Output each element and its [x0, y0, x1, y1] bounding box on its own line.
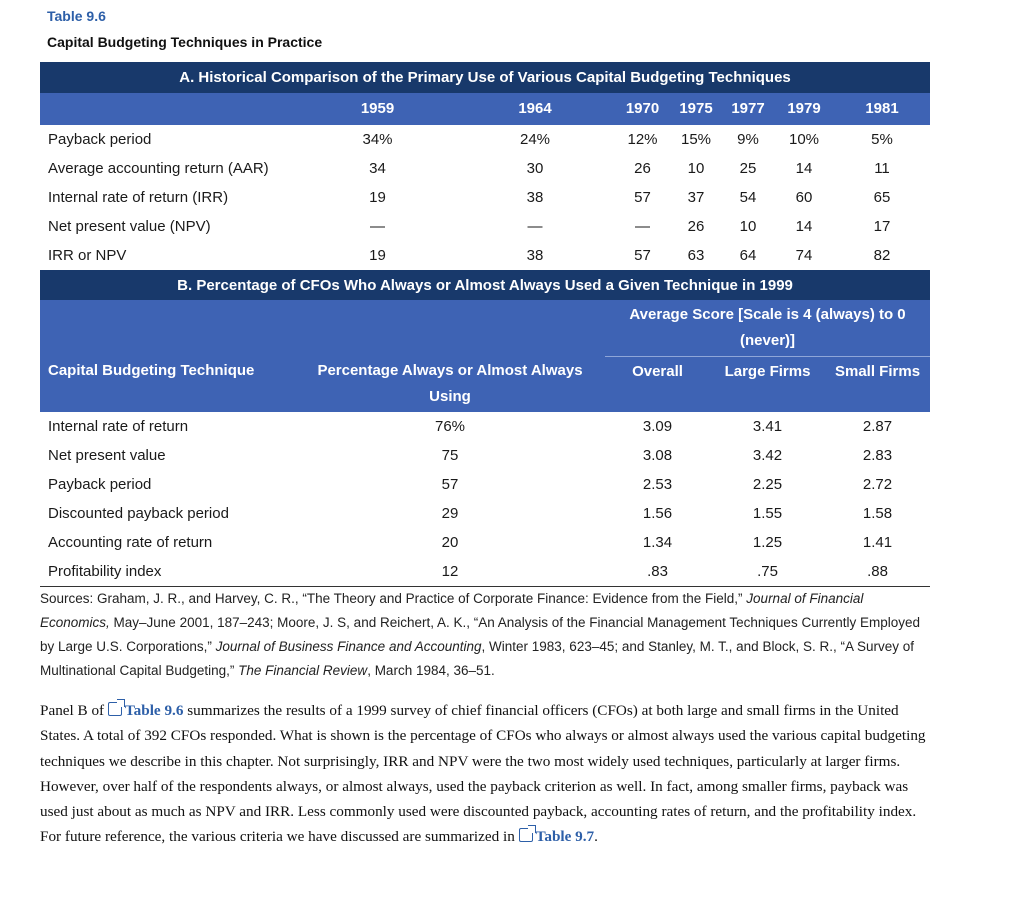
cell: 34% — [362, 130, 393, 148]
table-row — [40, 125, 930, 154]
journal-title: The Financial Review — [238, 663, 368, 678]
row-label: Average accounting return (AAR) — [48, 159, 269, 177]
cell: 9% — [737, 130, 759, 148]
row-label: Internal rate of return — [48, 418, 189, 435]
table-row — [40, 441, 930, 470]
table-9-7-link[interactable]: Table 9.7 — [535, 828, 595, 846]
col-small-firms: Small Firms — [835, 362, 921, 380]
cell: 3.08 — [642, 447, 673, 464]
cell: 17 — [873, 217, 891, 235]
cell: — — [527, 217, 543, 235]
cell: 60 — [795, 188, 813, 206]
table-row — [40, 528, 930, 557]
row-label: Accounting rate of return — [48, 534, 213, 551]
cell: 63 — [687, 246, 705, 264]
cell: 10 — [739, 217, 757, 235]
row-label: Internal rate of return (IRR) — [48, 188, 229, 206]
table-number: Table 9.6 — [47, 8, 106, 24]
table-9-6-link[interactable]: Table 9.6 — [124, 702, 184, 719]
paragraph-text: . — [594, 828, 598, 846]
cell: 29 — [441, 505, 459, 522]
cell: — — [370, 217, 385, 235]
cell: 12 — [441, 562, 459, 580]
year-header: 1970 — [625, 100, 660, 117]
year-header: 1979 — [787, 100, 821, 117]
table-row — [40, 241, 930, 270]
row-label: Net present value (NPV) — [48, 217, 211, 235]
cell: 74 — [795, 246, 813, 264]
cell: 26 — [687, 217, 705, 235]
cell: 1.25 — [752, 534, 783, 551]
cell: 1.34 — [642, 534, 673, 551]
year-header: 1977 — [731, 100, 765, 117]
row-label: Discounted payback period — [48, 505, 229, 522]
cell: 57 — [441, 476, 459, 493]
table-row — [40, 470, 930, 499]
cell: 75 — [441, 447, 459, 464]
table-row — [40, 212, 930, 241]
cell: 65 — [873, 188, 891, 206]
row-label: Payback period — [48, 130, 152, 148]
external-link-icon — [108, 702, 122, 716]
table-row — [40, 154, 930, 183]
avg-score-header: Average Score [Scale is 4 (always) to 0 (never)] — [605, 300, 930, 356]
cell: 3.41 — [752, 418, 783, 435]
cell: 14 — [795, 159, 813, 177]
sources-text: , March 1984, 36–51. — [367, 663, 495, 678]
row-label: Payback period — [48, 476, 152, 493]
table-row — [40, 183, 930, 212]
cell: 5% — [871, 130, 893, 148]
cell: 1.58 — [862, 505, 893, 522]
cell: 30 — [526, 159, 544, 177]
table-row — [40, 412, 930, 441]
panel-a-table — [40, 62, 930, 270]
col-large-firms: Large Firms — [724, 362, 811, 380]
paragraph-text: Panel B of — [40, 702, 108, 719]
cell: 38 — [526, 246, 544, 264]
cell: 64 — [739, 246, 757, 264]
panel-b-table — [40, 270, 930, 587]
sources-text: , Winter 1983, 623–45; and Stanley, M. T., and Block, S. R., “A Survey of Multinational Capital Budgeting,” — [40, 639, 914, 678]
external-link-icon — [519, 828, 533, 842]
table-row — [40, 499, 930, 528]
cell: .88 — [867, 562, 888, 580]
sources-text: Sources: Graham, J. R., and Harvey, C. R., “The Theory and Practice of Corporate Finance: Evidence from the Field,” — [40, 591, 747, 606]
cell: 25 — [739, 159, 757, 177]
body-paragraph — [40, 698, 935, 850]
col-overall: Overall — [632, 362, 683, 380]
cell: 2.83 — [862, 447, 893, 464]
col-percentage: Percentage Always or Almost Always Using — [317, 362, 583, 405]
row-label: IRR or NPV — [48, 246, 127, 264]
cell: 2.25 — [752, 476, 783, 493]
cell: 2.53 — [642, 476, 673, 493]
cell: 10 — [687, 159, 705, 177]
cell: 1.41 — [862, 534, 893, 551]
year-header: 1959 — [360, 100, 395, 117]
cell: 54 — [739, 188, 757, 206]
cell: 15% — [680, 130, 712, 148]
cell: 24% — [519, 130, 551, 148]
year-header: 1981 — [865, 100, 899, 117]
cell: 19 — [369, 188, 386, 206]
cell: 11 — [874, 159, 890, 177]
cell: 20 — [441, 534, 459, 551]
panel-b-title: B. Percentage of CFOs Who Always or Almost Always Used a Given Technique in 1999 — [177, 276, 793, 294]
cell: 14 — [795, 217, 813, 235]
cell: 37 — [687, 188, 705, 206]
cell: — — [635, 217, 650, 235]
cell: .83 — [647, 562, 668, 580]
year-header: 1975 — [679, 100, 713, 117]
cell: 57 — [634, 188, 651, 206]
cell: .75 — [757, 562, 778, 580]
row-label: Profitability index — [48, 562, 162, 580]
year-header: 1964 — [518, 100, 552, 117]
col-technique: Capital Budgeting Technique — [48, 362, 255, 379]
cell: 2.87 — [862, 418, 893, 435]
journal-title: Journal of Financial Economics, — [40, 591, 864, 630]
panel-a-title: A. Historical Comparison of the Primary Use of Various Capital Budgeting Techniques — [40, 63, 930, 93]
table-row — [40, 557, 930, 586]
cell: 57 — [634, 246, 651, 264]
cell: 3.42 — [752, 447, 783, 464]
cell: 10% — [788, 130, 820, 148]
cell: 26 — [634, 159, 651, 177]
paragraph-text: summarizes the results of a 1999 survey of chief financial officers (CFOs) at both large and small firms in the United States. A total of 392 CFOs responded. What is shown is the percentage of CFOs who always or almost always used the various capital budgeting techniques we describe in this chapter. Not surprisingly, IRR and NPV were the two most widely used techniques, particularly at larger firms. However, over half of the respondents always, or almost always, used the payback criterion as well. In fact, among smaller firms, payback was used just about as much as NPV and IRR. Less commonly used were discounted payback, accounting rates of return, and the profitability index. For future reference, the various criteria we have discussed are summarized in — [40, 702, 926, 846]
sources-text: May–June 2001, 187–243; Moore, J. S, and Reichert, A. K., “An Analysis of the Financial Management Techniques Currently Employed by Large U.S. Corporations,” — [40, 615, 920, 654]
cell: 34 — [369, 159, 386, 177]
cell: 12% — [627, 130, 658, 148]
cell: 1.55 — [752, 505, 783, 522]
cell: 1.56 — [642, 505, 673, 522]
cell: 38 — [526, 188, 544, 206]
sources-note — [40, 587, 930, 683]
cell: 2.72 — [862, 476, 893, 493]
cell: 76% — [434, 418, 466, 435]
cell: 3.09 — [642, 418, 673, 435]
table-title: Capital Budgeting Techniques in Practice — [47, 34, 323, 50]
row-label: Net present value — [48, 447, 166, 464]
cell: 82 — [873, 246, 891, 264]
cell: 19 — [369, 246, 386, 264]
journal-title: Journal of Business Finance and Accounting — [215, 639, 482, 654]
